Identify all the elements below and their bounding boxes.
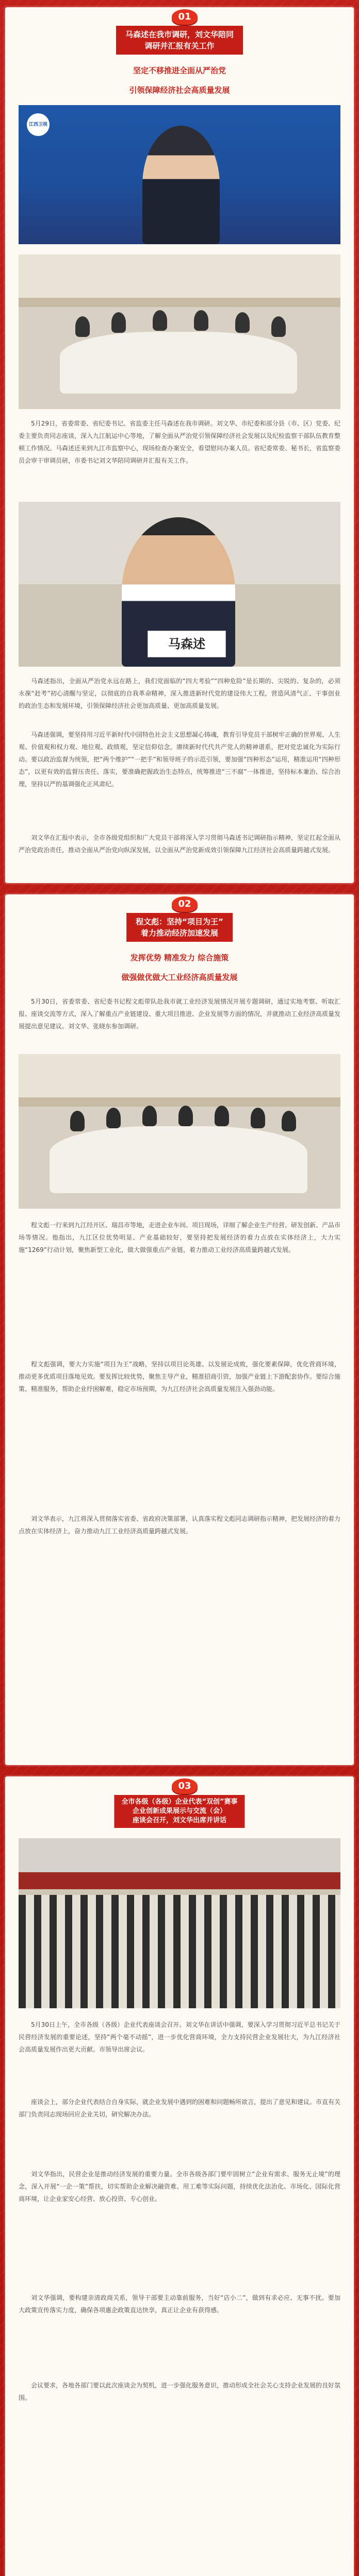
paragraph: 刘文华指出，民营企业是推动经济发展的重要力量。全市各级各部门要牢固树立“企业有需求、服务无止境”的理念，深入开展“一企一策”帮扶，切实帮助企业解决融资难、用工难等实际问题，持续优化法治化、市场化、国际化营商环境，让企业家安心经营、放心投资、专心创业。 (19, 2171, 340, 2202)
paragraph: 程文彪一行来到九江经开区、瑞昌市等地，走进企业车间、项目现场，详细了解企业生产经营、研发创新、产品市场等情况。他指出，九江区位优势明显、产业基础较好，要坚持把发展经济的着力点放在实体经济上，大力实施“1269”行动计划，聚焦新型工业化，做大做强重点产业链，着力推动工业经济高质量跨越式发展。 (19, 1222, 341, 1253)
paragraph: 会议要求，各地各部门要以此次座谈会为契机，进一步强化服务意识，推动形成全社会关心支持企业发展的良好氛围。 (19, 2382, 341, 2401)
audience-rows (19, 1895, 340, 2008)
section-subtitle: 引领保障经济社会高质量发展 (129, 86, 230, 95)
section-number-badge: 01 (172, 9, 198, 25)
news-broadcast-photo (19, 105, 340, 244)
section-subtitle: 坚定不移推进全面从严治党 (133, 66, 226, 75)
conference-room-photo-2 (19, 1054, 340, 1209)
attendee (142, 1106, 157, 1126)
attendee (215, 1106, 229, 1126)
attendee (282, 1111, 296, 1131)
attendee (251, 1108, 265, 1128)
speaker-portrait-photo (19, 502, 340, 667)
headline-line: 座谈会召开，刘文华出席并讲话 (132, 1817, 226, 1824)
headline-line: 马森述在我市调研，刘文华陪同 (125, 30, 234, 39)
attendee (111, 312, 126, 333)
anchor-figure (142, 126, 220, 244)
section-subtitle: 发挥优势 精准发力 综合施策 (130, 953, 229, 962)
attendee (235, 312, 250, 333)
paragraph: 5月30日上午，全市各级（各级）企业代表座谈会召开。刘文华在讲话中强调，要深入学习贯彻习近平总书记关于民营经济发展的重要论述，坚持“两个毫不动摇”，进一步优化营商环境，全力支持民营企业发展壮大，为九江经济社会高质量发展作出更大贡献。市领导出席会议。 (19, 2021, 340, 2053)
paragraph: 马森述指出，全面从严治党永远在路上，我们党面临的“四大考验”“四种危险”是长期的、尖锐的、复杂的，必须永葆“赶考”初心清醒与坚定，以彻底的自我革命精神，深入推进新时代党的建设伟大工程，营造风清气正、干事创业的政治生态和发展环境，引领保障经济社会更加高质量、更加高质量发展。 (19, 677, 340, 709)
meeting-room-photo (19, 255, 340, 409)
section-number-badge: 02 (172, 896, 198, 912)
tv-logo-icon: 江西卫视 (27, 113, 50, 136)
section-number-badge: 03 (172, 1778, 198, 1794)
paragraph: 5月29日，省委常委、省纪委书记、省监委主任马森述在我市调研。刘文华、市纪委和部分县（市、区）党委、纪委主要负责同志座谈，深入九江航运中心等地，了解全面从严治党引领保障经济社会发展以及纪检监察干部队伍教育整顿工作情况。马森述还来到九江市监察中心，现场检查办案安全，看望慰问办案人员。省纪委常委、秘书长，省监察委员会审干审调员研，市委书记刘文华陪同调研并汇报有关工作。 (19, 420, 341, 464)
section-card-3 (5, 1776, 354, 2576)
paragraph: 刘文华表示，九江将深入贯彻落实省委、省政府决策部署，认真落实程文彪同志调研指示精神，把发展经济的着力点放在实体经济上，奋力推动九江工业经济高质量跨越式发展。 (19, 1515, 341, 1535)
attendee (271, 316, 286, 337)
paragraph: 程文彪强调，要大力实施“项目为王”战略，坚持以项目论英雄、以发展论成败，强化要素保障，优化营商环境，推动更多优质项目落地见效。要发挥比较优势，聚焦主导产业，精准招商引资，加强产业链上下游配套协作。要综合施策、精准服务，帮助企业纾困解难，稳定市场预期，为九江经济社会高质量发展注入强劲动能。 (19, 1361, 341, 1393)
conference-hall-photo (19, 1838, 340, 2008)
headline-line: 程文彪：坚持“项目为王” (136, 917, 223, 926)
attendee (178, 1106, 193, 1126)
conference-table (60, 332, 297, 394)
headline-line: 企业创新成果展示与交流（会） (132, 1807, 226, 1815)
speaker-nameplate: 马森述 (148, 631, 226, 657)
attendee (75, 316, 90, 337)
conference-table (50, 1126, 307, 1193)
paragraph: 座谈会上，部分企业代表结合自身实际，就企业发展中遇到的困难和问题畅所欲言，提出了意见和建议。市直有关部门负责同志现场回应企业关切，研究解决办法。 (19, 2098, 341, 2118)
section-card-2 (5, 894, 354, 1765)
attendee (153, 310, 167, 331)
attendee (70, 1111, 85, 1131)
attendee (106, 1108, 121, 1128)
section-headline (114, 1795, 244, 1828)
paragraph: 5月30日，省委常委、省纪委书记程文彪带队赴我市就工业经济发展情况开展专题调研，通过实地考察、听取汇报、座谈交流等方式，深入了解重点产业链建设、重大项目推进、企业发展等方面的情况，并就推动工业经济高质量发展提出意见建议。刘文华、张晓东参加调研。 (19, 998, 341, 1030)
headline-line: 调研并汇报有关工作 (144, 41, 215, 50)
attendee (194, 310, 208, 331)
paragraph: 刘文华在汇报中表示，全市各级党组织和广大党员干部将深入学习贯彻马森述书记调研指示精神，坚定扛起全面从严治党政治责任，推动全面从严治党向纵深发展，以全面从严治党新成效引领保障九江经济社会高质量跨越式发展。 (19, 834, 341, 854)
paragraph: 马森述强调，要坚持用习近平新时代中国特色社会主义思想凝心铸魂，教育引导党员干部树牢正确的世界观、人生观、价值观和权力观、地位观、政绩观，坚定信仰信念，赓续新时代代共产党人的精神谱系，把对党忠诚化为实际行动。要以政治监督为统领，把“两个维护”“一把手”和领导班子的示范引领，要加强“四种形态”运用，精准运用“四种形态”，以更有效的监督压责任、落实，要准确把握政治生态特点，统筹推进“三不腐”一体推进，坚持标本兼治、综合治理，坚持以严的基调强化正风肃纪。 (19, 731, 341, 788)
headline-line: 着力推动经济加速发展 (140, 928, 218, 938)
paragraph: 刘文华强调，要构建亲清政商关系，领导干部要主动靠前服务，当好“店小二”，做到有求必应、无事不扰。要加大政策宣传落实力度，确保各项惠企政策直达快享，真正让企业有获得感。 (19, 2294, 340, 2314)
section-headline (126, 913, 233, 942)
section-subtitle: 做强做优做大工业经济高质量发展 (121, 973, 238, 982)
section-headline (116, 26, 243, 55)
section-card-1 (5, 7, 354, 883)
headline-line: 全市各级（各级）企业代表“双创”赛事 (121, 1798, 238, 1806)
